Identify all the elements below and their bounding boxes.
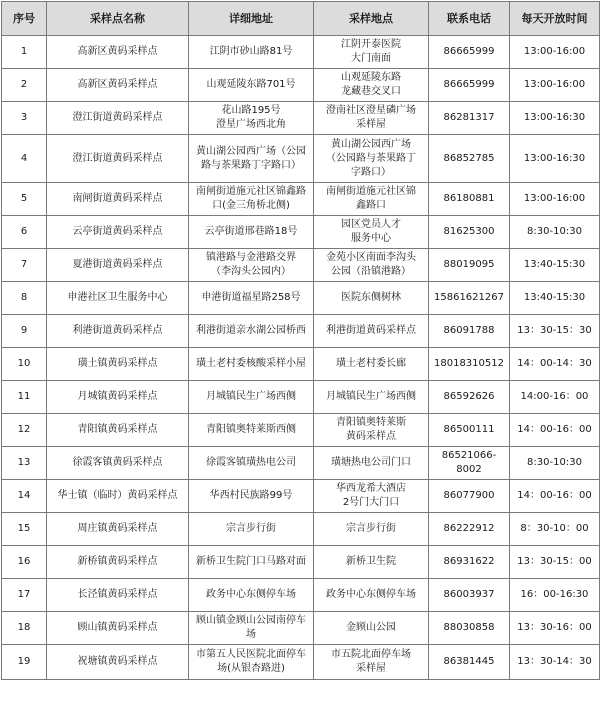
cell-hours: 13：30-14：30 [510, 645, 600, 680]
cell-address: 南闸街道施元社区锦鑫路 口(金三角桥北侧) [189, 183, 314, 216]
cell-address: 山观延陵东路701号 [189, 69, 314, 102]
cell-hours: 16：00-16:30 [510, 579, 600, 612]
cell-location: 金苑小区南面李沟头 公园（沿镇港路） [314, 249, 429, 282]
cell-hours: 13:40-15:30 [510, 249, 600, 282]
cell-location: 青阳镇奥特莱斯 黄码采样点 [314, 414, 429, 447]
cell-site-name: 华士镇（临时）黄码采样点 [47, 480, 189, 513]
cell-hours: 13:00-16:00 [510, 183, 600, 216]
table-header-row [2, 2, 600, 36]
cell-location: 澄南社区澄星磷广场 采样屋 [314, 102, 429, 135]
cell-phone: 86381445 [429, 645, 510, 680]
cell-address: 徐霞客镇璜热电公司 [189, 447, 314, 480]
cell-location: 璜土老村委长廊 [314, 348, 429, 381]
sampling-sites-table [1, 1, 600, 680]
cell-location: 新桥卫生院 [314, 546, 429, 579]
cell-phone: 86077900 [429, 480, 510, 513]
table-row [2, 612, 600, 645]
cell-hours: 14：00-14：30 [510, 348, 600, 381]
cell-phone: 86521066-8002 [429, 447, 510, 480]
cell-location: 政务中心东侧停车场 [314, 579, 429, 612]
cell-number: 11 [2, 381, 47, 414]
cell-location: 市五院北面停车场 采样屋 [314, 645, 429, 680]
cell-phone: 86091788 [429, 315, 510, 348]
cell-address: 璜土老村委核酸采样小屋 [189, 348, 314, 381]
table-row [2, 513, 600, 546]
cell-address: 宗言步行街 [189, 513, 314, 546]
table-row [2, 645, 600, 680]
cell-site-name: 长泾镇黄码采样点 [47, 579, 189, 612]
cell-number: 2 [2, 69, 47, 102]
cell-location: 医院东侧树林 [314, 282, 429, 315]
cell-hours: 13:00-16:30 [510, 135, 600, 183]
header-address: 详细地址 [189, 2, 314, 36]
table-row [2, 447, 600, 480]
cell-address: 政务中心东侧停车场 [189, 579, 314, 612]
cell-phone: 86592626 [429, 381, 510, 414]
cell-phone: 86931622 [429, 546, 510, 579]
cell-number: 17 [2, 579, 47, 612]
cell-hours: 13：30-15：30 [510, 315, 600, 348]
table-row [2, 315, 600, 348]
cell-hours: 13:00-16:00 [510, 36, 600, 69]
cell-number: 6 [2, 216, 47, 249]
table-row [2, 348, 600, 381]
cell-hours: 13:40-15:30 [510, 282, 600, 315]
table-row [2, 69, 600, 102]
cell-site-name: 周庄镇黄码采样点 [47, 513, 189, 546]
cell-address: 镇港路与金港路交界 （李沟头公园内） [189, 249, 314, 282]
cell-number: 12 [2, 414, 47, 447]
cell-location: 黄山湖公园西广场 （公园路与茶果路丁 字路口） [314, 135, 429, 183]
cell-site-name: 璜土镇黄码采样点 [47, 348, 189, 381]
table-row [2, 249, 600, 282]
cell-hours: 8:30-10:30 [510, 216, 600, 249]
cell-address: 利港街道亲水湖公园桥西 [189, 315, 314, 348]
header-location: 采样地点 [314, 2, 429, 36]
cell-phone: 86665999 [429, 69, 510, 102]
cell-phone: 15861621267 [429, 282, 510, 315]
cell-phone: 86500111 [429, 414, 510, 447]
header-number: 序号 [2, 2, 47, 36]
table-row [2, 381, 600, 414]
cell-number: 7 [2, 249, 47, 282]
cell-address: 新桥卫生院门口马路对面 [189, 546, 314, 579]
table-body [2, 36, 600, 680]
cell-number: 14 [2, 480, 47, 513]
cell-phone: 88019095 [429, 249, 510, 282]
table-row [2, 579, 600, 612]
cell-number: 9 [2, 315, 47, 348]
cell-hours: 14：00-16：00 [510, 414, 600, 447]
cell-location: 江阴开泰医院 大门南面 [314, 36, 429, 69]
cell-hours: 8：30-10：00 [510, 513, 600, 546]
cell-location: 宗言步行街 [314, 513, 429, 546]
table-row [2, 546, 600, 579]
table-row [2, 183, 600, 216]
cell-address: 申港街道福星路258号 [189, 282, 314, 315]
cell-phone: 86180881 [429, 183, 510, 216]
cell-number: 13 [2, 447, 47, 480]
cell-site-name: 申港社区卫生服务中心 [47, 282, 189, 315]
table-row [2, 414, 600, 447]
cell-site-name: 夏港街道黄码采样点 [47, 249, 189, 282]
cell-phone: 18018310512 [429, 348, 510, 381]
table-row [2, 282, 600, 315]
table-row [2, 102, 600, 135]
cell-site-name: 高新区黄码采样点 [47, 36, 189, 69]
cell-site-name: 徐霞客镇黄码采样点 [47, 447, 189, 480]
cell-hours: 14:00-16：00 [510, 381, 600, 414]
cell-phone: 86852785 [429, 135, 510, 183]
cell-address: 花山路195号 澄星广场西北角 [189, 102, 314, 135]
cell-location: 金顾山公园 [314, 612, 429, 645]
cell-address: 黄山湖公园西广场（公园 路与茶果路丁字路口） [189, 135, 314, 183]
cell-number: 10 [2, 348, 47, 381]
cell-number: 1 [2, 36, 47, 69]
cell-site-name: 祝塘镇黄码采样点 [47, 645, 189, 680]
cell-site-name: 澄江街道黄码采样点 [47, 102, 189, 135]
cell-site-name: 青阳镇黄码采样点 [47, 414, 189, 447]
cell-number: 19 [2, 645, 47, 680]
cell-hours: 8:30-10:30 [510, 447, 600, 480]
cell-address: 云亭街道邢巷路18号 [189, 216, 314, 249]
cell-location: 南闸街道施元社区锦 鑫路口 [314, 183, 429, 216]
table-row [2, 480, 600, 513]
cell-site-name: 月城镇黄码采样点 [47, 381, 189, 414]
cell-site-name: 新桥镇黄码采样点 [47, 546, 189, 579]
cell-hours: 13:00-16:30 [510, 102, 600, 135]
cell-site-name: 云亭街道黄码采样点 [47, 216, 189, 249]
cell-address: 顾山镇金顾山公园南停车 场 [189, 612, 314, 645]
table-row [2, 216, 600, 249]
cell-phone: 88030858 [429, 612, 510, 645]
cell-number: 3 [2, 102, 47, 135]
cell-number: 18 [2, 612, 47, 645]
table-row [2, 36, 600, 69]
cell-address: 市第五人民医院北面停车 场(从银杏路进) [189, 645, 314, 680]
cell-hours: 13：30-15：00 [510, 546, 600, 579]
cell-phone: 86281317 [429, 102, 510, 135]
cell-hours: 13:00-16:00 [510, 69, 600, 102]
header-phone: 联系电话 [429, 2, 510, 36]
cell-number: 8 [2, 282, 47, 315]
cell-number: 4 [2, 135, 47, 183]
cell-phone: 86665999 [429, 36, 510, 69]
cell-location: 山观延陵东路 龙藏巷交叉口 [314, 69, 429, 102]
cell-address: 江阴市砂山路81号 [189, 36, 314, 69]
cell-site-name: 顾山镇黄码采样点 [47, 612, 189, 645]
cell-site-name: 南闸街道黄码采样点 [47, 183, 189, 216]
header-hours: 每天开放时间 [510, 2, 600, 36]
table-row [2, 135, 600, 183]
cell-site-name: 澄江街道黄码采样点 [47, 135, 189, 183]
cell-location: 月城镇民生广场西侧 [314, 381, 429, 414]
cell-location: 园区党员人才 服务中心 [314, 216, 429, 249]
cell-address: 青阳镇奥特莱斯西侧 [189, 414, 314, 447]
cell-site-name: 利港街道黄码采样点 [47, 315, 189, 348]
cell-number: 5 [2, 183, 47, 216]
cell-site-name: 高新区黄码采样点 [47, 69, 189, 102]
cell-number: 16 [2, 546, 47, 579]
cell-address: 华西村民族路99号 [189, 480, 314, 513]
cell-phone: 81625300 [429, 216, 510, 249]
cell-location: 璜塘热电公司门口 [314, 447, 429, 480]
cell-hours: 13：30-16：00 [510, 612, 600, 645]
cell-address: 月城镇民生广场西侧 [189, 381, 314, 414]
cell-location: 利港街道黄码采样点 [314, 315, 429, 348]
cell-phone: 86003937 [429, 579, 510, 612]
cell-phone: 86222912 [429, 513, 510, 546]
header-site-name: 采样点名称 [47, 2, 189, 36]
cell-number: 15 [2, 513, 47, 546]
cell-location: 华西龙希大酒店 2号门大门口 [314, 480, 429, 513]
cell-hours: 14：00-16：00 [510, 480, 600, 513]
